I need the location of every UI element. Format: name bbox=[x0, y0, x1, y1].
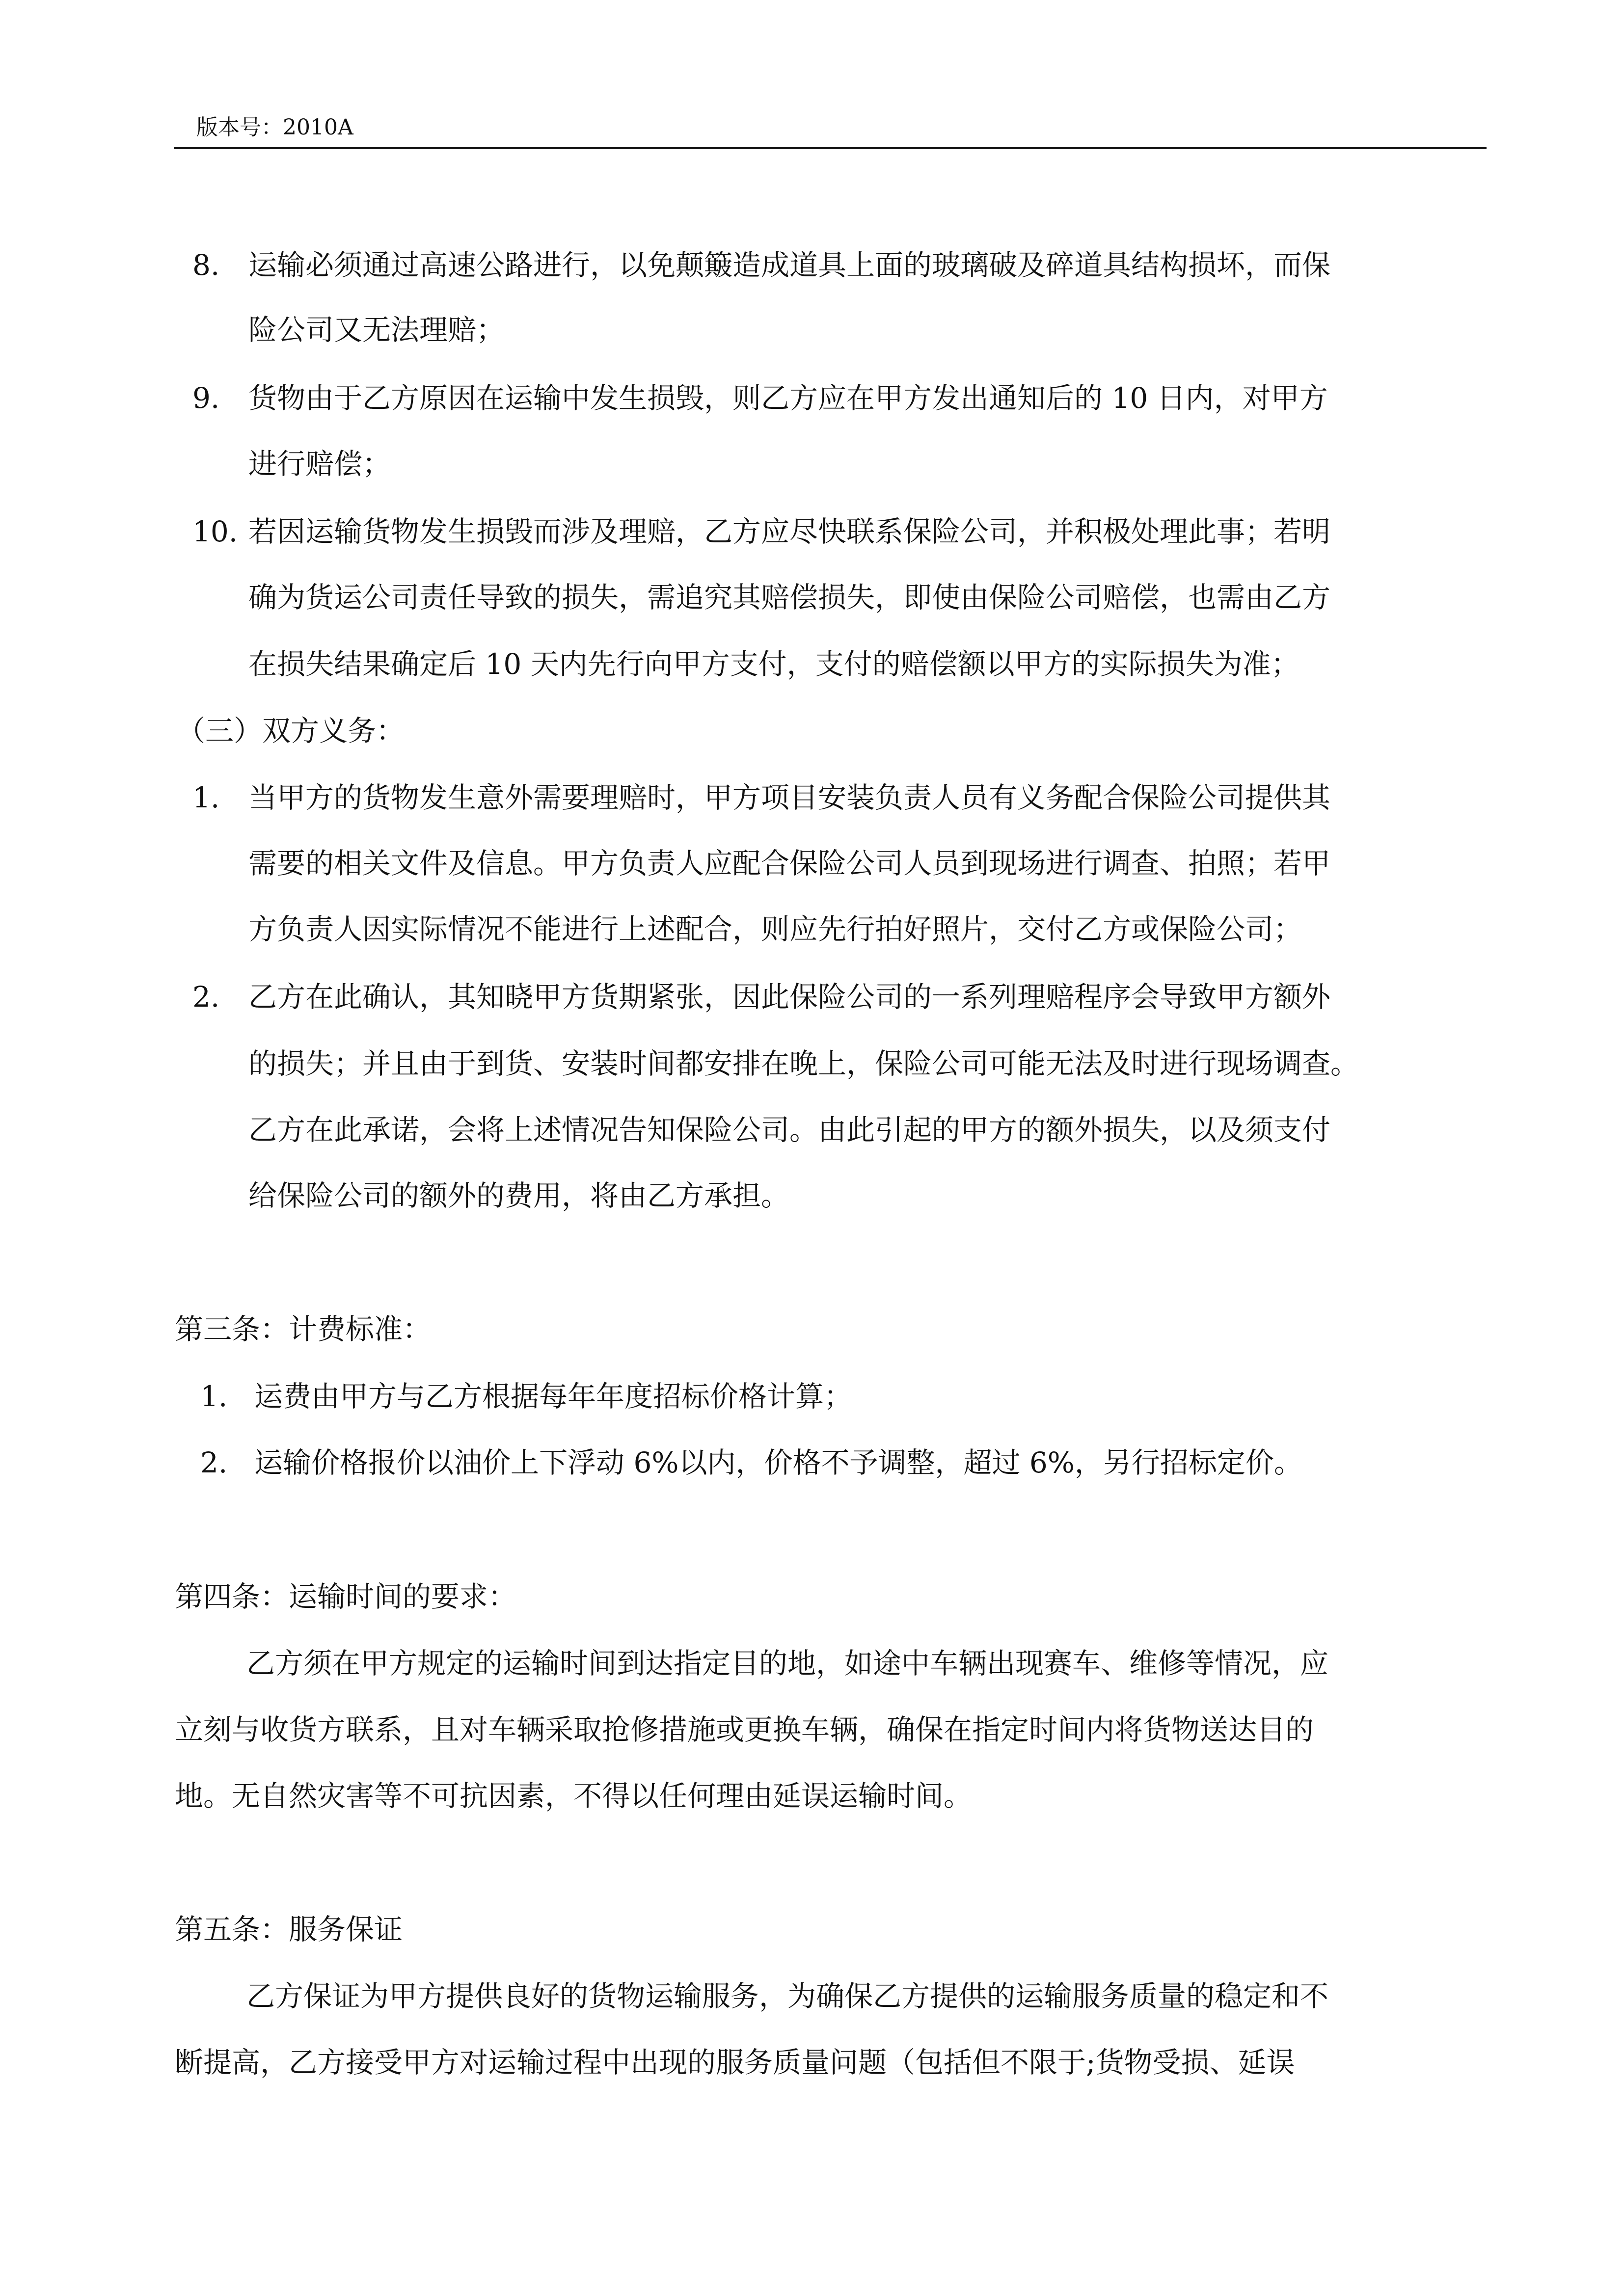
paragraph-line: 乙方须在甲方规定的运输时间到达指定目的地，如途中车辆出现赛车、维修等情况，应 bbox=[246, 1647, 1329, 1680]
paragraph-line: 乙方保证为甲方提供良好的货物运输服务，为确保乙方提供的运输服务质量的稳定和不 bbox=[246, 1979, 1329, 2013]
list-item-number: 2. bbox=[200, 1446, 228, 1479]
list-item-number: 2. bbox=[192, 980, 220, 1014]
list-item-number: 9. bbox=[192, 381, 220, 415]
list-item-text: 若因运输货物发生损毁而涉及理赔，乙方应尽快联系保险公司，并积极处理此事；若明 bbox=[248, 515, 1331, 548]
document-version-header: 版本号：2010A bbox=[196, 115, 353, 140]
list-item-text: 需要的相关文件及信息。甲方负责人应配合保险公司人员到现场进行调查、拍照；若甲 bbox=[248, 847, 1331, 880]
list-item-text: 运费由甲方与乙方根据每年年度招标价格计算； bbox=[254, 1380, 853, 1413]
paragraph-line: 立刻与收货方联系，且对车辆采取抢修措施或更换车辆，确保在指定时间内将货物送达目的 bbox=[175, 1713, 1314, 1746]
list-item-text: 当甲方的货物发生意外需要理赔时，甲方项目安装负责人员有义务配合保险公司提供其 bbox=[248, 781, 1331, 814]
article-heading: 第四条：运输时间的要求： bbox=[175, 1580, 517, 1613]
list-item-text: 运输必须通过高速公路进行，以免颠簸造成道具上面的玻璃破及碎道具结构损坏，而保 bbox=[248, 248, 1331, 282]
header-divider bbox=[174, 147, 1487, 149]
list-item-text: 方负责人因实际情况不能进行上述配合，则应先行拍好照片，交付乙方或保险公司； bbox=[248, 912, 1302, 946]
section-heading: （三）双方义务： bbox=[177, 714, 405, 748]
paragraph-line: 断提高，乙方接受甲方对运输过程中出现的服务质量问题（包括但不限于;货物受损、延误 bbox=[175, 2046, 1295, 2079]
list-item-text: 给保险公司的额外的费用，将由乙方承担。 bbox=[248, 1179, 790, 1212]
list-item-text: 乙方在此确认，其知晓甲方货期紧张，因此保险公司的一系列理赔程序会导致甲方额外 bbox=[248, 980, 1331, 1014]
paragraph-line: 地。无自然灾害等不可抗因素，不得以任何理由延误运输时间。 bbox=[175, 1779, 973, 1813]
article-heading: 第五条：服务保证 bbox=[175, 1913, 403, 1946]
list-item-text: 在损失结果确定后 10 天内先行向甲方支付，支付的赔偿额以甲方的实际损失为准； bbox=[248, 647, 1299, 681]
list-item-text: 的损失；并且由于到货、安装时间都安排在晚上，保险公司可能无法及时进行现场调查。 bbox=[248, 1047, 1359, 1080]
list-item-text: 货物由于乙方原因在运输中发生损毁，则乙方应在甲方发出通知后的 10 日内，对甲方 bbox=[248, 381, 1328, 415]
list-item-text: 运输价格报价以油价上下浮动 6%以内，价格不予调整，超过 6%，另行招标定价。 bbox=[254, 1446, 1302, 1479]
list-item-text: 险公司又无法理赔； bbox=[248, 313, 505, 347]
list-item-text: 确为货运公司责任导致的损失，需追究其赔偿损失，即使由保险公司赔偿，也需由乙方 bbox=[248, 581, 1331, 614]
list-item-text: 乙方在此承诺，会将上述情况告知保险公司。由此引起的甲方的额外损失，以及须支付 bbox=[248, 1113, 1331, 1147]
list-item-number: 1. bbox=[192, 781, 220, 814]
list-item-number: 1. bbox=[200, 1380, 228, 1413]
list-item-text: 进行赔偿； bbox=[248, 447, 391, 481]
article-heading: 第三条：计费标准： bbox=[175, 1312, 432, 1346]
list-item-number: 8. bbox=[192, 248, 220, 282]
list-item-number: 10. bbox=[192, 515, 238, 548]
